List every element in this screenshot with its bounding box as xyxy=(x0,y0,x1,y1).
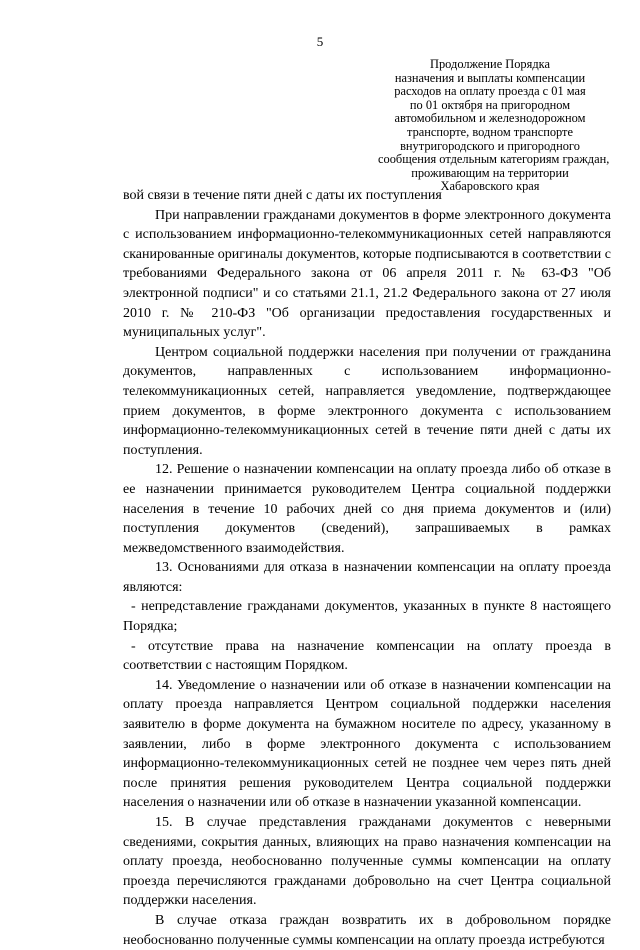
paragraph-continuation: вой связи в течение пяти дней с даты их поступления xyxy=(123,188,442,203)
paragraph-refusal-to-return: В случае отказа граждан возвратить их в добровольном порядке необоснованно полученные суммы компенсации на оплату проезда истребуются xyxy=(123,912,611,948)
header-line: проживающим на территории xyxy=(411,165,569,180)
paragraph-clause-14: 14. Уведомление о назначении или об отказе в назначении компенсации на оплату проезда направляется Центром социальной поддержки населения заявителю в форме документа на бумажном носителе по адресу, указанному в заявлении, либо в форме электронного документа с использованием информационно-телекоммуникационных сетей не позднее чем через пять дней после принятия решения руководителем Центра социальной поддержки населения о назначении или об отказе в назначении указанной компенсации. xyxy=(123,677,611,811)
list-item-refusal-ground: - непредставление гражданами документов, указанных в пункте 8 настоящего Порядка; xyxy=(123,599,611,635)
document-body xyxy=(123,186,611,950)
paragraph-clause-12: 12. Решение о назначении компенсации на оплату проезда либо об отказе в ее назначении принимается руководителем Центра социальной поддержки населения в течение 10 рабочих дней со дня приема документов и (или) поступления документов (сведений), запрашиваемых в рамках межведомственного взаимодействия. xyxy=(123,462,611,556)
header-line: транспорте, водном транспорте xyxy=(407,124,573,139)
header-line: Хабаровского края xyxy=(440,179,540,194)
paragraph-clause-15: 15. В случае представления гражданами документов с неверными сведениями, сокрытия данных, влияющих на право назначения компенсации на оплату проезда, необоснованно полученные суммы компенсации на оплату проезда перечисляются гражданами добровольно на счет Центра социальной поддержки населения. xyxy=(123,815,611,909)
paragraph-electronic-documents: При направлении гражданами документов в форме электронного документа с использованием информационно-телекоммуникационных сетей направляются сканированные оригиналы документов, которые подписываются в соответствии с требованиями Федерального закона от 06 апреля 2011 г. № 63-ФЗ "Об электронной подписи" и со статьями 21.1, 21.2 Федерального закона от 27 июля 2010 г. № 210-ФЗ "Об организации предоставления государственных и муниципальных услуг". xyxy=(123,207,611,341)
header-line: автомобильном и железнодорожном xyxy=(394,111,586,126)
header-line: расходов на оплату проезда с 01 мая xyxy=(394,84,586,99)
header-line: сообщения отдельным категориям граждан, xyxy=(378,152,610,167)
page-number: 5 xyxy=(316,34,324,49)
paragraph-clause-13: 13. Основаниями для отказа в назначении компенсации на оплату проезда являются: xyxy=(123,560,611,595)
header-line: по 01 октября на пригородном xyxy=(409,97,571,112)
paragraph-receipt-notification: Центром социальной поддержки населения при получении от гражданина документов, направленных с использованием информационно-телекоммуникационных сетей, направляется уведомление, подтверждающее прием документов, в форме электронного документа с использованием информационно-телекоммуникационных сетей в течение пяти дней с даты их поступления. xyxy=(123,344,611,458)
header-line: назначения и выплаты компенсации xyxy=(394,70,586,85)
header-line: Продолжение Порядка xyxy=(430,57,550,71)
document-header xyxy=(378,57,610,194)
header-line: внутригородского и пригородного xyxy=(400,138,580,153)
list-item-refusal-ground: - отсутствие права на назначение компенсации на оплату проезда в соответствии с настоящим Порядком. xyxy=(123,638,611,674)
